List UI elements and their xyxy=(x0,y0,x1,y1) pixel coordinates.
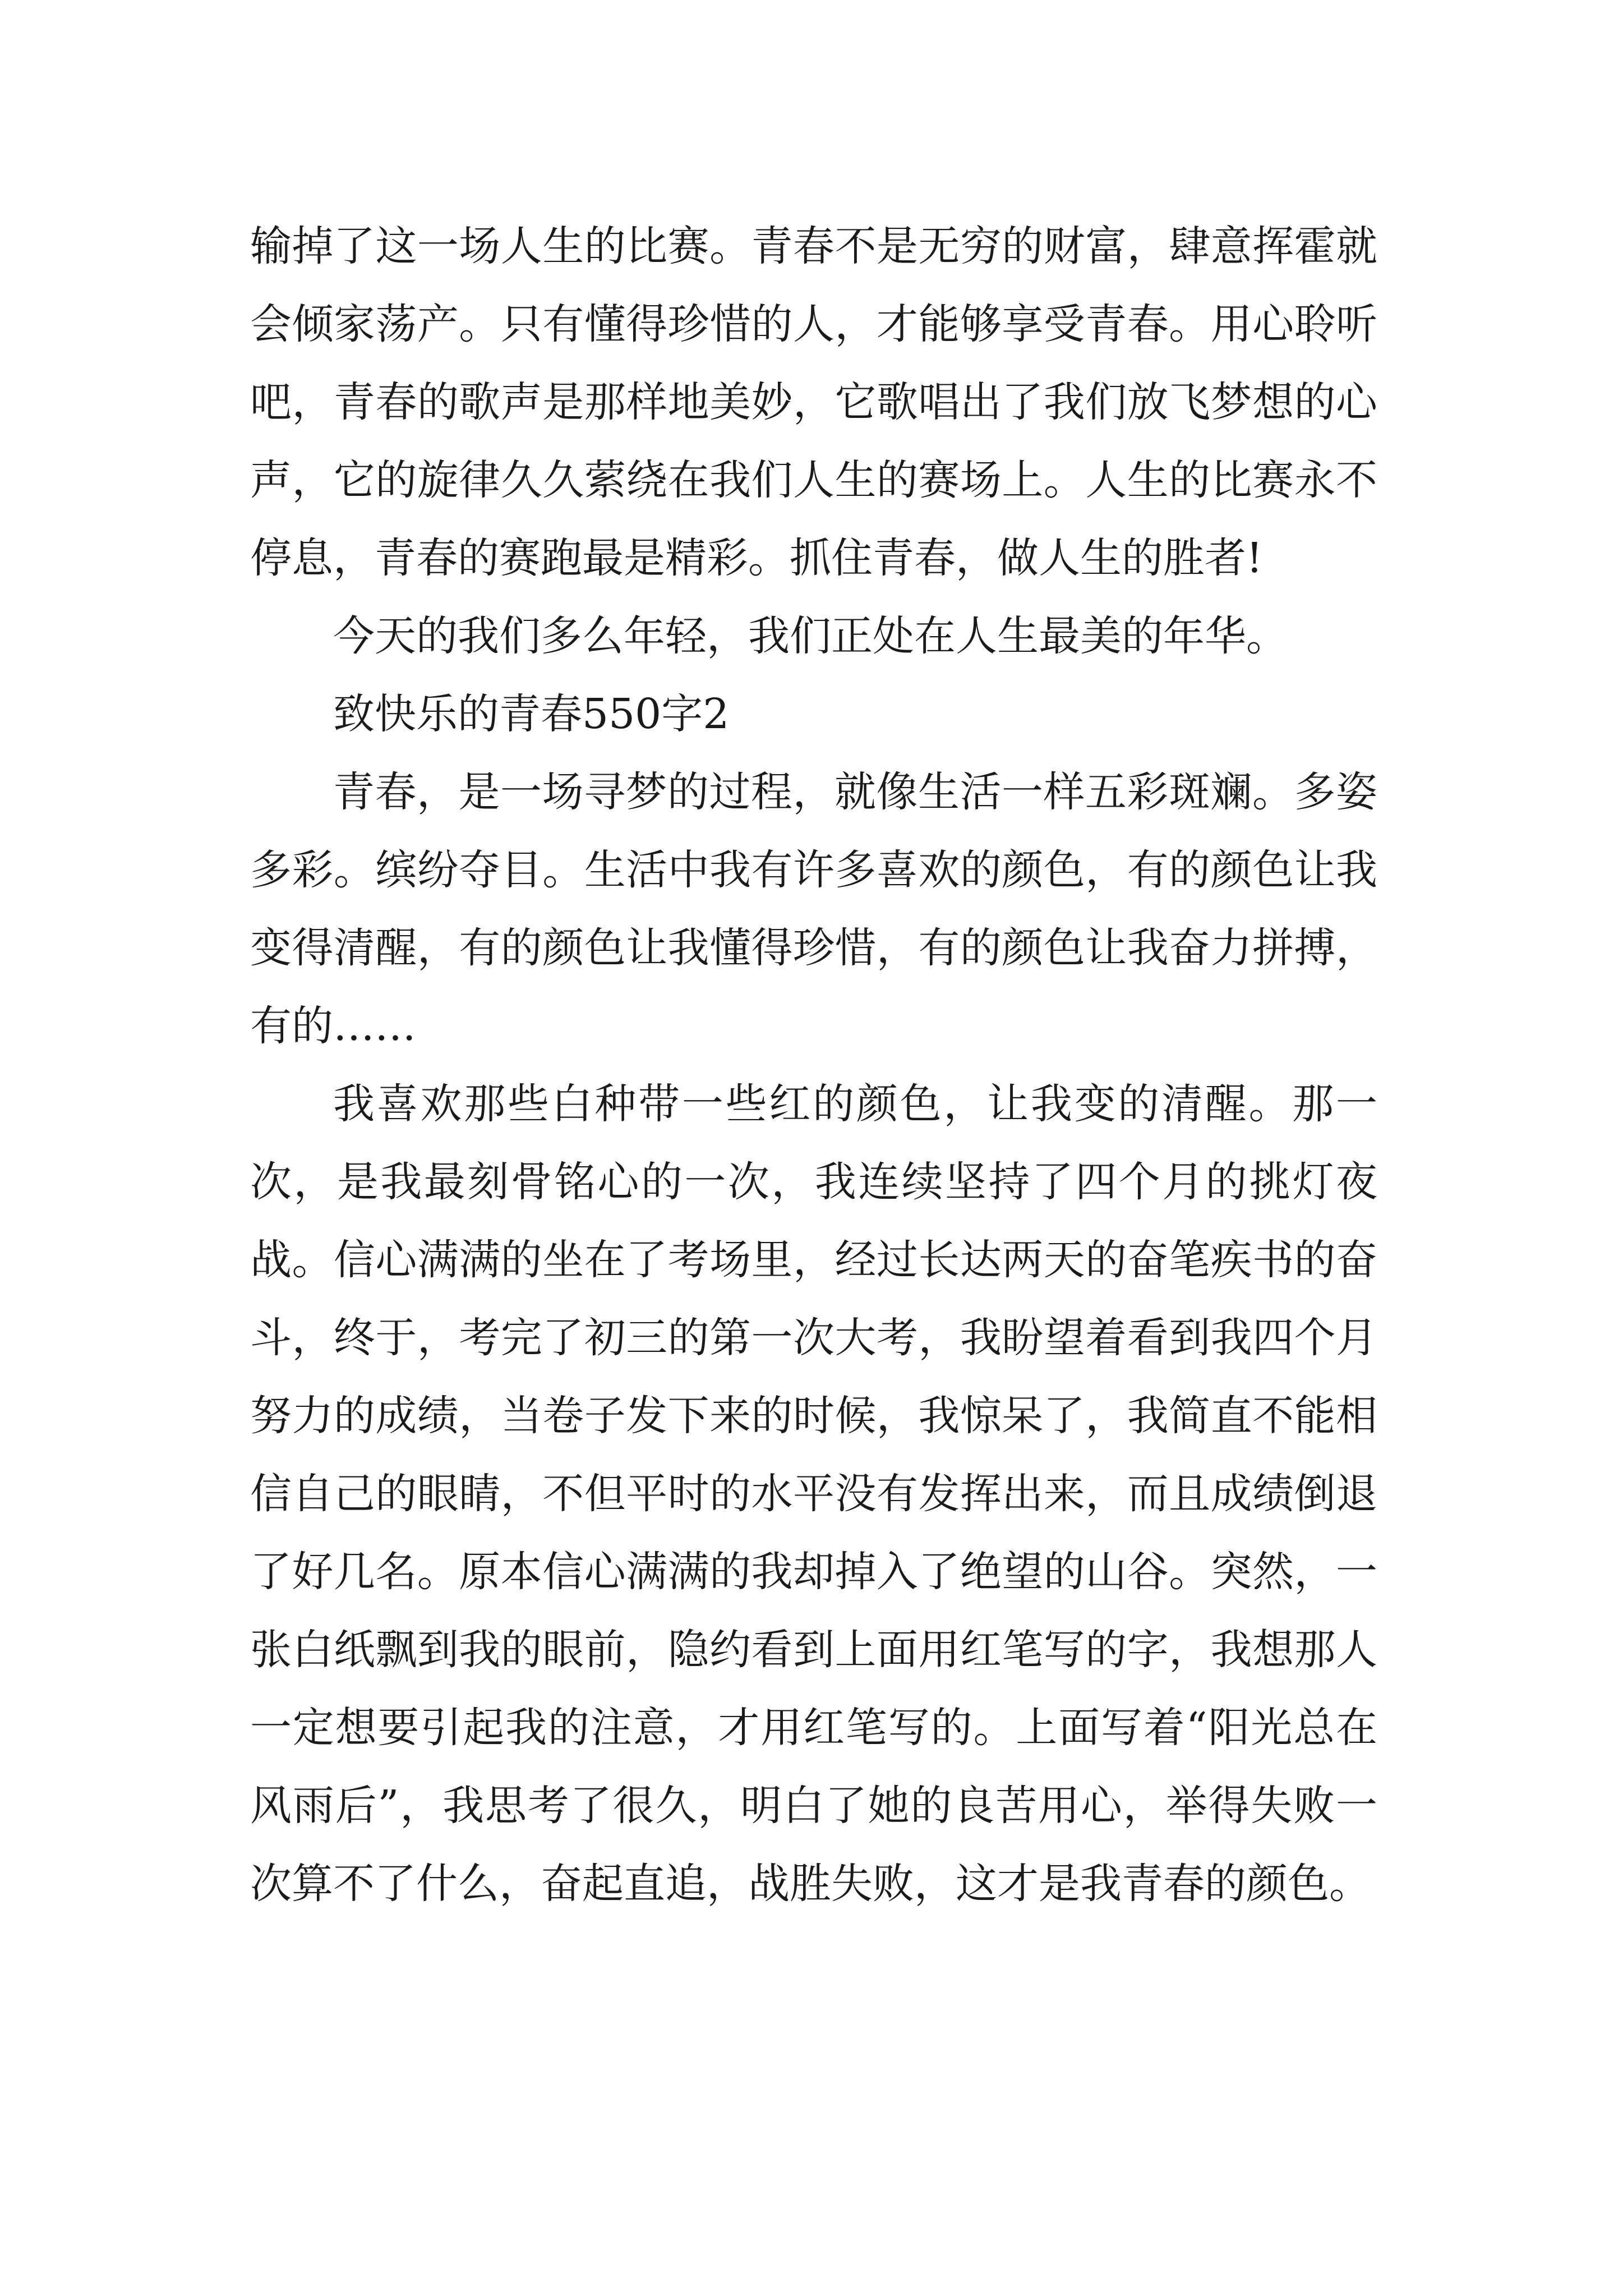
paragraph-continuation: 输掉了这一场人生的比赛。青春不是无穷的财富，肆意挥霍就会倾家荡产。只有懂得珍惜的人，才能够享受青春。用心聆听吧，青春的歌声是那样地美妙，它歌唱出了我们放飞梦想的心声，它的旋律久久萦绕在我们人生的赛场上。人生的比赛永不停息，青春的赛跑最是精彩。抓住青春，做人生的胜者! xyxy=(250,222,1377,582)
document-body xyxy=(250,208,1377,1923)
paragraph: 青春，是一场寻梦的过程，就像生活一样五彩斑斓。多姿多彩。缤纷夺目。生活中我有许多喜欢的颜色，有的颜色让我变得清醒，有的颜色让我懂得珍惜，有的颜色让我奋力拼搏，有的…… xyxy=(250,768,1377,1050)
paragraph: 我喜欢那些白种带一些红的颜色，让我变的清醒。那一次，是我最刻骨铭心的一次，我连续坚持了四个月的挑灯夜战。信心满满的坐在了考场里，经过长达两天的奋笔疾书的奋斗，终于，考完了初三的第一次大考，我盼望着看到我四个月努力的成绩，当卷子发下来的时候，我惊呆了，我简直不能相信自己的眼睛，不但平时的水平没有发挥出来，而且成绩倒退了好几名。原本信心满满的我却掉入了绝望的山谷。突然，一张白纸飘到我的眼前，隐约看到上面用红笔写的字，我想那人一定想要引起我的注意，才用红笔写的。上面写着“阳光总在风雨后”，我思考了很久，明白了她的良苦用心，举得失败一次算不了什么，奋起直追，战胜失败，这才是我青春的颜色。 xyxy=(250,1080,1377,1908)
paragraph: 今天的我们多么年轻，我们正处在人生最美的年华。 xyxy=(333,612,1288,660)
section-heading: 致快乐的青春550字2 xyxy=(333,690,730,738)
